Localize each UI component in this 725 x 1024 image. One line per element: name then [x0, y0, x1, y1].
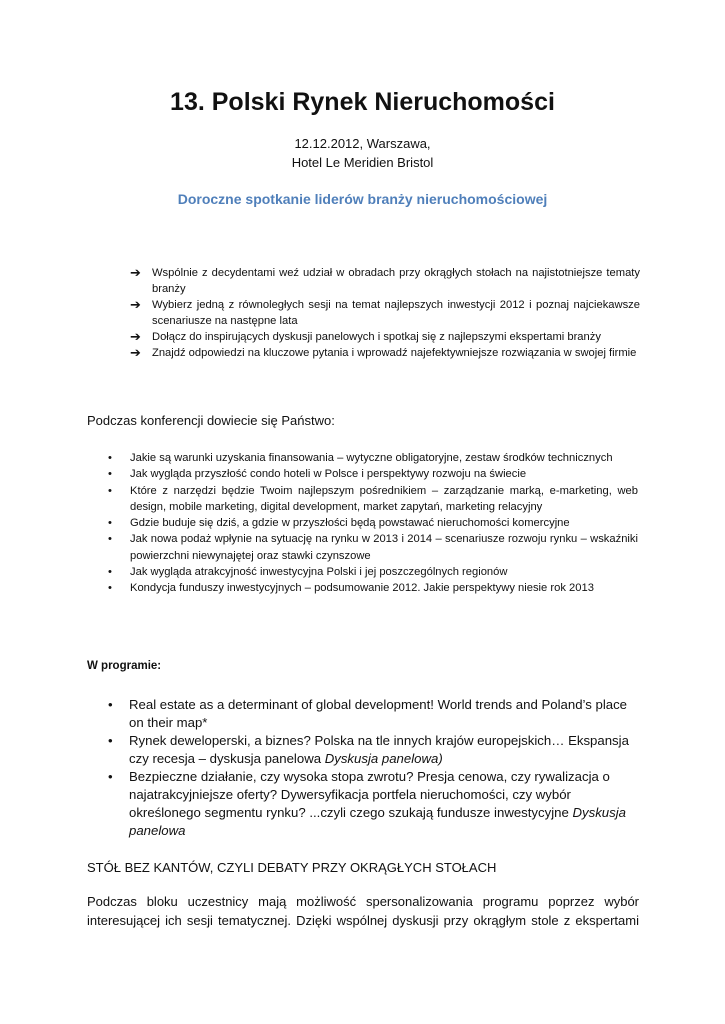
bullet-icon: •: [108, 452, 112, 464]
bullet-icon: •: [108, 582, 112, 595]
list-item-text: Znajdź odpowiedzi na kluczowe pytania i wprowadź najefektywniejsze rozwiązania w swojej firmie: [152, 347, 637, 359]
list-item-text: Gdzie buduje się dziś, a gdzie w przyszłości będą powstawać nieruchomości komercyjne: [130, 517, 570, 530]
list-item: [108, 450, 638, 466]
list-item: [108, 564, 638, 580]
bullet-icon: •: [108, 468, 112, 481]
list-item-text: Wybierz jedną z równoległych sesji na temat najlepszych inwestycji 2012 i poznaj najciekawsze scenariusze na następne lata: [152, 299, 640, 327]
list-item: [108, 515, 638, 531]
arrow-icon: ➔: [130, 345, 141, 360]
bullet-icon: •: [108, 697, 113, 712]
list-item: [130, 345, 640, 361]
program-heading: W programie:: [87, 660, 162, 672]
list-item: [108, 531, 638, 564]
list-item-italic: Dyskusja panelowa): [324, 751, 443, 766]
list-item: [108, 768, 638, 840]
bullet-icon: •: [108, 733, 113, 748]
list-item-text: Wspólnie z decydentami weź udział w obradach przy okrągłych stołach na najistotniejsze tematy branży: [152, 267, 640, 295]
list-item: [130, 329, 640, 345]
list-item: [108, 732, 638, 768]
list-item-text: Które z narzędzi będzie Twoim najlepszym pośrednikiem – zarządzanie marką, e-marketing, web design, mobile marketing, digital development, market zapytań, marketing relacyjny: [130, 484, 638, 513]
conference-topics-list: [108, 450, 638, 597]
program-list: [108, 696, 638, 840]
bullet-icon: •: [108, 533, 112, 546]
arrow-icon: ➔: [130, 329, 141, 344]
list-item-text: Jak wygląda atrakcyjność inwestycyjna Polski i jej poszczególnych regionów: [130, 566, 508, 579]
list-item-italic: Dyskusja panelowa: [129, 805, 626, 838]
list-item-text: Jakie są warunki uzyskania finansowania – wytyczne obligatoryjne, zestaw środków technicznych: [130, 452, 613, 464]
bullet-icon: •: [108, 484, 112, 497]
bullet-icon: •: [108, 517, 112, 530]
event-subtitle: Doroczne spotkanie liderów branży nieruchomościowej: [177, 191, 548, 207]
page-title: 13. Polski Rynek Nieruchomości: [170, 88, 555, 116]
arrow-icon: ➔: [130, 297, 141, 312]
list-item: [108, 580, 638, 596]
event-date: 12.12.2012, Warszawa,: [294, 136, 431, 151]
event-venue: Hotel Le Meridien Bristol: [291, 155, 434, 170]
section-heading: STÓŁ BEZ KANTÓW, CZYLI DEBATY PRZY OKRĄGŁYCH STOŁACH: [87, 860, 497, 875]
list-item-text: Dołącz do inspirujących dyskusji panelowych i spotkaj się z najlepszymi ekspertami branży: [152, 331, 601, 343]
benefits-list: [130, 265, 640, 361]
list-item: [108, 483, 638, 516]
bullet-icon: •: [108, 769, 113, 784]
section-paragraph: Podczas bloku uczestnicy mają możliwość spersonalizowania programu poprzez wybór interesującej ich sesji tematycznej. Dzięki wspólnej dyskusji przy okrągłym stole z ekspertami: [87, 894, 639, 928]
arrow-icon: ➔: [130, 265, 141, 280]
list-item-text: Jak nowa podaż wpłynie na sytuację na rynku w 2013 i 2014 – scenariusze rozwoju rynku – wskaźniki powierzchni niewynajętej oraz stawki czynszowe: [130, 533, 638, 562]
list-item: [130, 265, 640, 297]
list-item-text: Bezpieczne działanie, czy wysoka stopa zwrotu? Presja cenowa, czy rywalizacja o najatrakcyjniejsze oferty? Dywersyfikacja portfela nieruchomości, czy wybór określonego segmentu rynku? ...czyli czego szukają fundusze inwestycyjne: [129, 769, 610, 820]
list-item-text: Real estate as a determinant of global development! World trends and Poland’s place on their map*: [129, 697, 628, 730]
list-item: [108, 466, 638, 482]
conference-intro: Podczas konferencji dowiecie się Państwo:: [87, 413, 335, 428]
bullet-icon: •: [108, 566, 112, 579]
list-item-text: Jak wygląda przyszłość condo hoteli w Polsce i perspektywy rozwoju na świecie: [130, 468, 527, 481]
list-item-text: Kondycja funduszy inwestycyjnych – podsumowanie 2012. Jakie perspektywy niesie rok 2013: [130, 582, 594, 595]
list-item: [108, 696, 638, 732]
list-item: [130, 297, 640, 329]
list-item-text: Rynek deweloperski, a biznes? Polska na tle innych krajów europejskich… Ekspansja czy recesja – dyskusja panelowa: [129, 733, 629, 766]
